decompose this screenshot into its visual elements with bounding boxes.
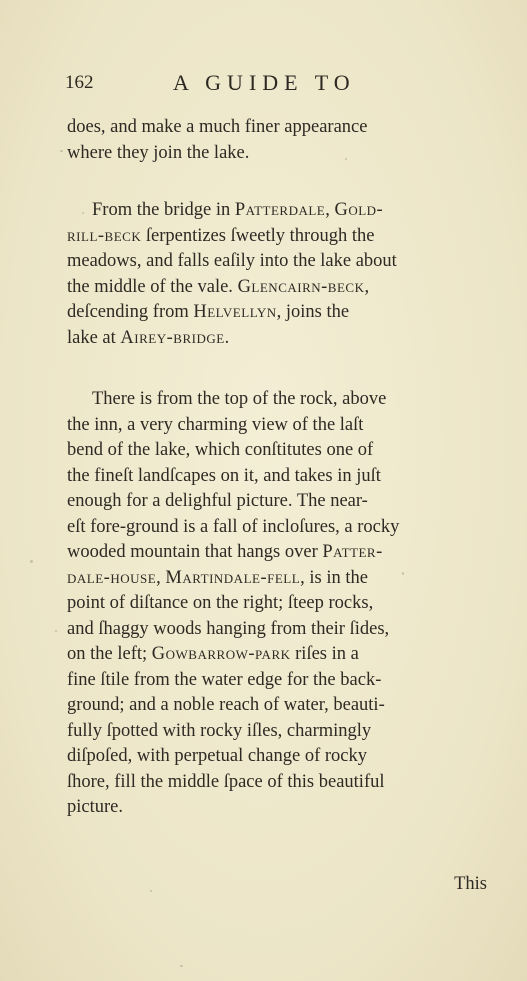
text-line (67, 491, 368, 511)
text-segment: From the bridge in (92, 200, 235, 220)
text-segment: , (364, 276, 370, 297)
text-segment: on the left; (67, 644, 152, 664)
small-caps-name: Glencairn-beck (237, 276, 365, 297)
text-segment: ſhore, fill the middle ſpace of this beautiful (67, 771, 385, 792)
paper-speck (82, 212, 84, 214)
text-line (67, 670, 381, 690)
text-segment: riſes in a (290, 644, 359, 664)
text-line (67, 644, 359, 664)
paper-speck (60, 150, 63, 152)
text-line (67, 542, 383, 562)
text-line (67, 466, 381, 486)
text-segment: eſt fore-ground is a fall of incloſures, a rocky (67, 516, 400, 537)
text-line (67, 251, 397, 271)
paper-speck (30, 560, 33, 563)
text-segment: There is from the top of the rock, above (92, 389, 387, 409)
text-segment: point of diſtance on the right; ſteep rocks, (67, 593, 374, 613)
small-caps-name: Patter- (322, 542, 383, 562)
running-title: A GUIDE TO (173, 70, 356, 95)
text-segment: the middle of the vale. (67, 276, 238, 297)
text-line (67, 695, 385, 715)
page-number: 162 (65, 72, 94, 93)
paragraph (67, 198, 488, 351)
text-segment: the fineſt landſcapes on it, and takes in juſt (67, 465, 381, 486)
text-segment: meadows, and falls eaſily into the lake about (67, 251, 397, 271)
catchword: This (454, 874, 487, 894)
text-segment: and ſhaggy woods hanging from their ſides, (67, 618, 390, 639)
small-caps-name: Patterdale (234, 200, 326, 220)
text-segment: does, and make a much finer appearance (67, 117, 368, 137)
text-segment: , (156, 567, 166, 588)
small-caps-name: Helvellyn (193, 302, 277, 322)
text-segment: fine ſtile from the water edge for the back- (67, 669, 382, 690)
text-segment: lake at (67, 327, 121, 348)
paper-speck (402, 572, 404, 575)
paper-speck (55, 630, 57, 632)
text-line (67, 772, 385, 792)
text-segment: wooded mountain that hangs over (67, 542, 323, 562)
paper-speck (150, 890, 152, 892)
text-line (67, 440, 373, 460)
text-line (67, 415, 363, 435)
paragraph (67, 387, 488, 821)
text-segment: , is in the (300, 567, 369, 588)
text-line (67, 568, 368, 588)
text-line (67, 328, 229, 348)
small-caps-name: Martindale-fell (165, 567, 301, 588)
text-segment: , (325, 200, 335, 220)
paper-speck (180, 965, 183, 967)
text-line (67, 517, 399, 537)
text-segment: ſerpentizes ſweetly through the (141, 225, 375, 246)
small-caps-name: Gowbarrow-park (151, 644, 291, 664)
text-segment: fully ſpotted with rocky iſles, charmingly (67, 720, 372, 741)
text-line (92, 200, 383, 220)
page-header (65, 70, 425, 102)
text-line (67, 302, 349, 322)
text-line (92, 389, 386, 409)
text-segment: where they join the lake. (67, 142, 250, 163)
text-line (67, 746, 367, 766)
paper-speck (345, 158, 347, 160)
text-line (67, 277, 369, 297)
text-line (67, 797, 123, 817)
small-caps-name: Gold- (334, 200, 384, 220)
text-line (67, 143, 249, 163)
text-line (67, 619, 389, 639)
text-line (67, 593, 373, 613)
text-segment: the inn, a very charming view of the laſt (67, 414, 364, 435)
paragraph (67, 115, 488, 166)
text-segment: bend of the lake, which conſtitutes one of (67, 440, 374, 460)
text-line (67, 117, 367, 137)
text-segment: enough for a delighful picture. The near- (67, 491, 368, 511)
text-segment: deſcending from (67, 302, 194, 322)
small-caps-name: rill-beck (67, 225, 142, 246)
text-segment: diſpoſed, with perpetual change of rocky (67, 746, 368, 766)
body-text (67, 115, 488, 821)
text-line (67, 226, 374, 246)
text-segment: , joins the (276, 302, 350, 322)
small-caps-name: Airey-bridge (120, 327, 225, 348)
text-segment: picture. (67, 797, 123, 817)
small-caps-name: dale-house (67, 567, 157, 588)
text-segment: . (224, 327, 230, 348)
text-segment: ground; and a noble reach of water, beauti- (67, 695, 385, 715)
text-line (67, 721, 371, 741)
